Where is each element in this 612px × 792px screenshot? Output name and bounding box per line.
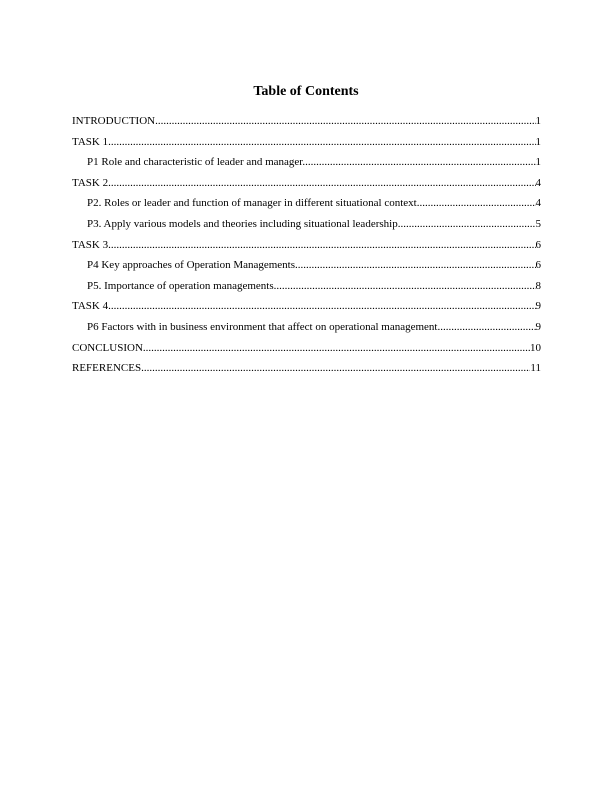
toc-entry-task-3[interactable] [72,237,541,258]
toc-entry-task-2[interactable] [72,175,541,196]
toc-dot-leader [108,134,535,150]
toc-entry-p5[interactable] [72,278,541,299]
toc-entry-p6[interactable] [72,319,541,340]
toc-dot-leader [398,216,536,232]
toc-entry-label: P5. Importance of operation managements. [87,279,277,292]
toc-dot-leader [108,298,535,314]
toc-entry-label: P2. Roles or leader and function of manager in different situational context. [87,197,420,210]
toc-entry-page: 10 [530,341,541,354]
toc-entry-p1[interactable] [72,154,541,175]
toc-entry-page: 1 [535,135,541,148]
toc-entry-task-4[interactable] [72,298,541,319]
toc-dot-leader [440,319,535,335]
toc-entry-label: REFERENCES [72,362,142,375]
toc-dot-leader [108,175,535,191]
toc-entry-label: INTRODUCTION [72,115,156,127]
toc-entry-introduction[interactable] [72,113,541,134]
toc-entry-conclusion[interactable] [72,340,541,361]
toc-entry-task-1[interactable] [72,134,541,155]
toc-entry-label: TASK 3 [72,238,109,251]
toc-dot-leader [143,340,530,356]
toc-entry-page: 9 [535,320,541,333]
toc-entry-page: 6 [535,259,541,272]
toc-entry-label: P4 Key approaches of Operation Managements. [87,259,298,272]
toc-dot-leader [305,154,535,170]
toc-entry-page: 8 [535,279,541,292]
toc-dot-leader [155,113,535,129]
toc-entry-p3[interactable] [72,216,541,237]
toc-dot-leader [108,237,535,253]
toc-title: Table of Contents [253,84,359,99]
toc-entry-page: 1 [535,156,541,169]
toc-entry-page: 9 [535,300,541,313]
toc-dot-leader [419,195,535,211]
toc-entry-page: 6 [535,238,541,251]
toc-dot-leader [276,278,535,294]
toc-dot-leader [298,257,536,273]
toc-entry-label: TASK 1 [72,135,109,148]
toc-entry-label: P1 Role and characteristic of leader and manager. [87,156,306,169]
toc-entry-p2[interactable] [72,195,541,216]
toc-entry-label: TASK 4 [72,300,109,313]
toc-entry-label: TASK 2 [72,176,109,189]
toc-entry-page: 11 [530,362,541,375]
toc-entry-page: 4 [535,176,541,189]
toc-entry-page: 4 [535,197,541,210]
toc-entry-label: P3. Apply various models and theories including situational leadership [87,217,398,230]
toc-entry-references[interactable] [72,360,541,381]
toc-dot-leader [141,360,530,376]
toc-entry-label: P6 Factors with in business environment that affect on operational management. [87,320,441,333]
toc-entry-p4[interactable] [72,257,541,278]
toc-entry-page: 1 [535,115,541,127]
toc-list [72,113,541,381]
toc-entry-page: 5 [535,217,541,230]
toc-entry-label: CONCLUSION [72,341,143,354]
